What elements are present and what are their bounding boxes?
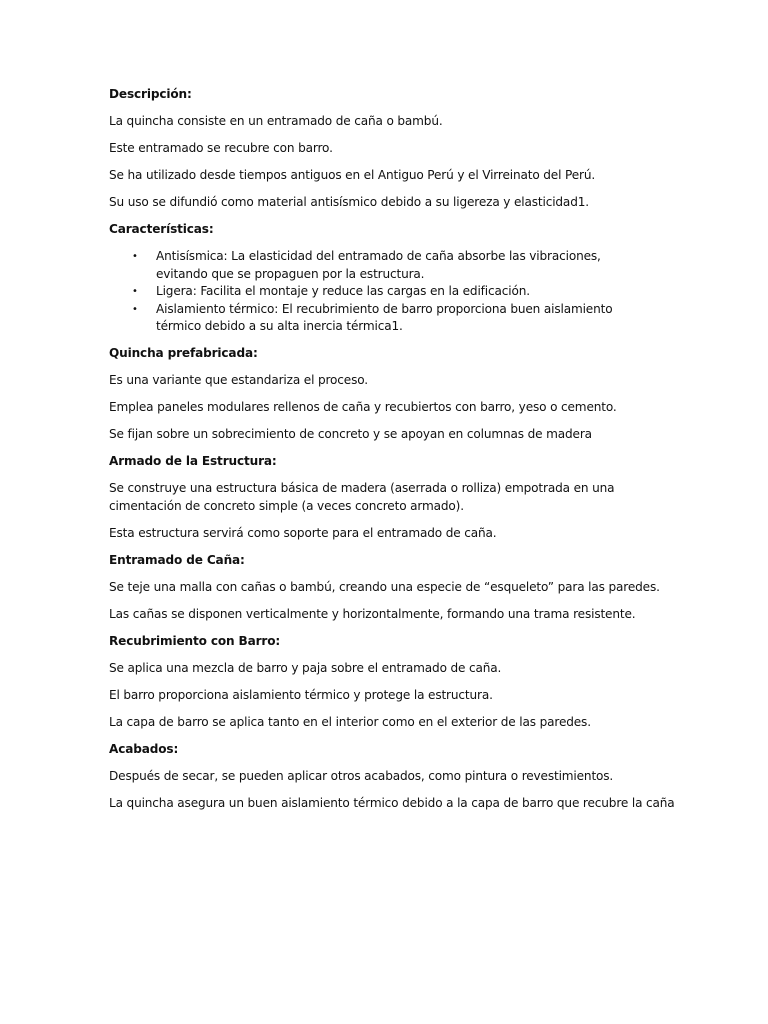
heading-prefabricada: Quincha prefabricada: bbox=[109, 346, 258, 360]
heading-armado: Armado de la Estructura: bbox=[109, 454, 277, 468]
paragraph: La quincha asegura un buen aislamiento térmico debido a la capa de barro que recubre la caña bbox=[109, 795, 675, 810]
list-item-text: Ligera: Facilita el montaje y reduce las cargas en la edificación. bbox=[156, 284, 530, 298]
bullet-icon: • bbox=[132, 251, 138, 262]
paragraph: Es una variante que estandariza el proceso. bbox=[109, 373, 368, 387]
heading-descripcion: Descripción: bbox=[109, 87, 192, 101]
paragraph: Las cañas se disponen verticalmente y horizontalmente, formando una trama resistente. bbox=[109, 606, 636, 621]
paragraph: Su uso se difundió como material antisísmico debido a su ligereza y elasticidad1. bbox=[109, 195, 589, 209]
paragraph: Este entramado se recubre con barro. bbox=[109, 141, 333, 155]
paragraph: Después de secar, se pueden aplicar otros acabados, como pintura o revestimientos. bbox=[109, 768, 614, 783]
heading-recubrimiento: Recubrimiento con Barro: bbox=[109, 633, 281, 648]
paragraph: Se construye una estructura básica de madera (aserrada o rolliza) empotrada en una cimentación de concreto simple (a veces concreto armado). bbox=[109, 481, 615, 513]
paragraph: Se teje una malla con cañas o bambú, creando una especie de “esqueleto” para las paredes. bbox=[109, 579, 660, 594]
paragraph: Esta estructura servirá como soporte para el entramado de caña. bbox=[109, 525, 497, 540]
paragraph: Se aplica una mezcla de barro y paja sobre el entramado de caña. bbox=[109, 660, 502, 675]
list-item-text: Antisísmica: La elasticidad del entramado de caña absorbe las vibraciones, evitando que se propaguen por la estructura. bbox=[156, 249, 601, 281]
paragraph: El barro proporciona aislamiento térmico y protege la estructura. bbox=[109, 687, 493, 702]
paragraph: La capa de barro se aplica tanto en el interior como en el exterior de las paredes. bbox=[109, 714, 591, 729]
paragraph: Se ha utilizado desde tiempos antiguos en el Antiguo Perú y el Virreinato del Perú. bbox=[109, 168, 596, 182]
bullet-list-caracteristicas bbox=[109, 248, 679, 336]
list-item bbox=[109, 301, 679, 336]
bullet-icon: • bbox=[132, 286, 138, 297]
list-item-text: Aislamiento térmico: El recubrimiento de barro proporciona buen aislamiento térmico debido a su alta inercia térmica1. bbox=[156, 301, 613, 333]
list-item bbox=[109, 248, 679, 283]
paragraph: Se fijan sobre un sobrecimiento de concreto y se apoyan en columnas de madera bbox=[109, 427, 592, 441]
bullet-icon: • bbox=[132, 303, 138, 315]
heading-caracteristicas: Características: bbox=[109, 222, 214, 236]
list-item bbox=[109, 283, 679, 301]
paragraph: Emplea paneles modulares rellenos de caña y recubiertos con barro, yeso o cemento. bbox=[109, 400, 617, 414]
heading-entramado: Entramado de Caña: bbox=[109, 552, 245, 567]
paragraph: La quincha consiste en un entramado de caña o bambú. bbox=[109, 114, 443, 128]
heading-acabados: Acabados: bbox=[109, 741, 179, 756]
document-page bbox=[109, 86, 679, 822]
